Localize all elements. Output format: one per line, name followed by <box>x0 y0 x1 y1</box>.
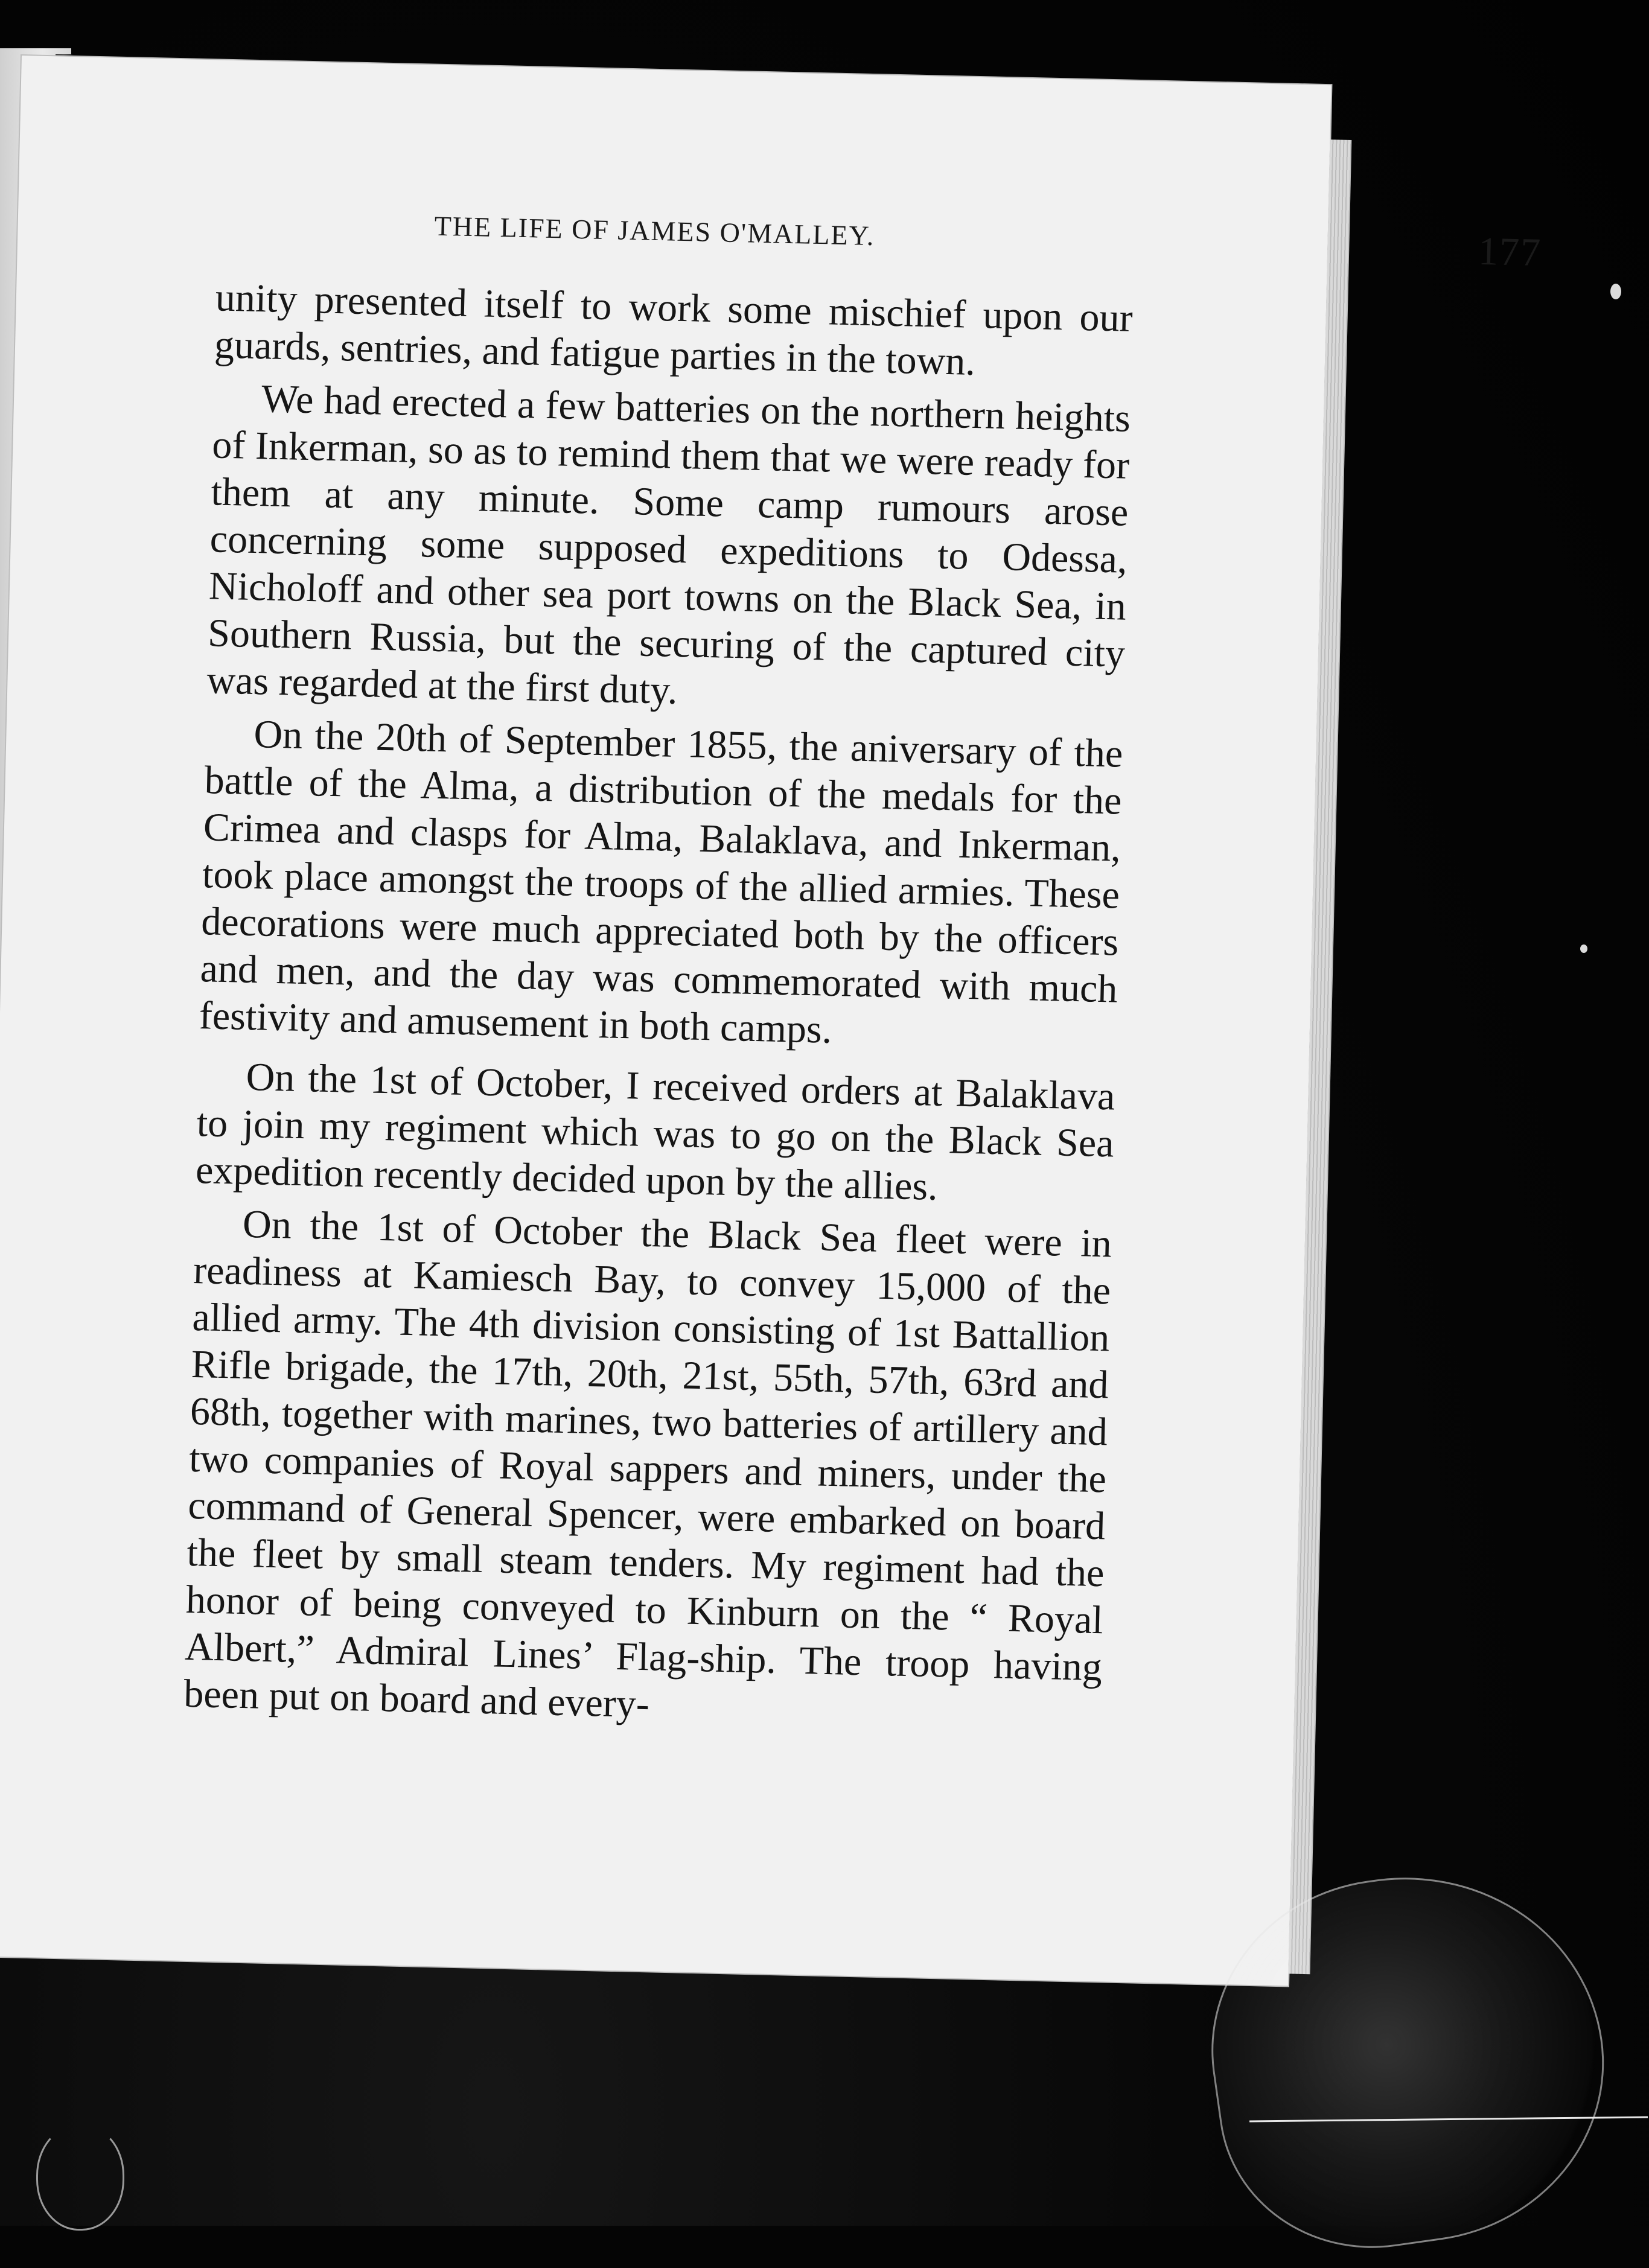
speck-mark <box>1610 284 1621 299</box>
page-number: 177 <box>1478 229 1543 275</box>
speck-mark <box>1580 944 1587 953</box>
body-text <box>183 274 1134 1738</box>
paragraph-orders: On the 1st of October, I received orders at Balaklava to join my regiment which was to go on the Black Sea expedition recently decided upon by the allies. <box>195 1054 1116 1209</box>
paragraph-expedition: On the 1st of October the Black Sea fleet were in readiness at Kamiesch Bay, to convey 15,000 of the allied army. The 4th division consisting of 1st Battallion Rifle brigade, the 17th, 20th, 21st, 55th, 57th, 63rd and 68th, together with marines, two batteries of artillery and two companies of Royal sappers and miners, under the command of General Spencer, were embarked on board the fleet by small steam tenders. My regiment had the honor of being conveyed to Kinburn on the “ Royal Albert,” Admiral Lines’ Flag-ship. The troop having been put on board and every- <box>183 1202 1112 1727</box>
book-page <box>0 56 1543 1986</box>
running-title: THE LIFE OF JAMES O'MALLEY. <box>434 210 875 252</box>
paragraph-medals: On the 20th of September 1855, the aniversary of the battle of the Alma, a distribution of the medals for the Crimea and clasps for Alma, Balaklava, and Inkerman, took place amongst the troops of the allied armies. These decorations were much appreciated both by the officers and men, and the day was commemorated with much festivity and amusement in both camps. <box>199 712 1124 1052</box>
paragraph-continued: unity presented itself to work some mischief upon our guards, sentries, and fatigue parties in the town. <box>214 275 1134 384</box>
running-head <box>434 210 1543 275</box>
scan-artifact-loop <box>36 2124 124 2231</box>
paragraph-batteries: We had erected a few batteries on the northern heights of Inkerman, so as to remind them that we were ready for them at any minute. Some camp rumours arose concerning some supposed expeditions to Odessa, Nicholoff and other sea port towns on the Black Sea, in Southern Russia, but the securing of the captured city was regarded at the first duty. <box>206 377 1131 713</box>
